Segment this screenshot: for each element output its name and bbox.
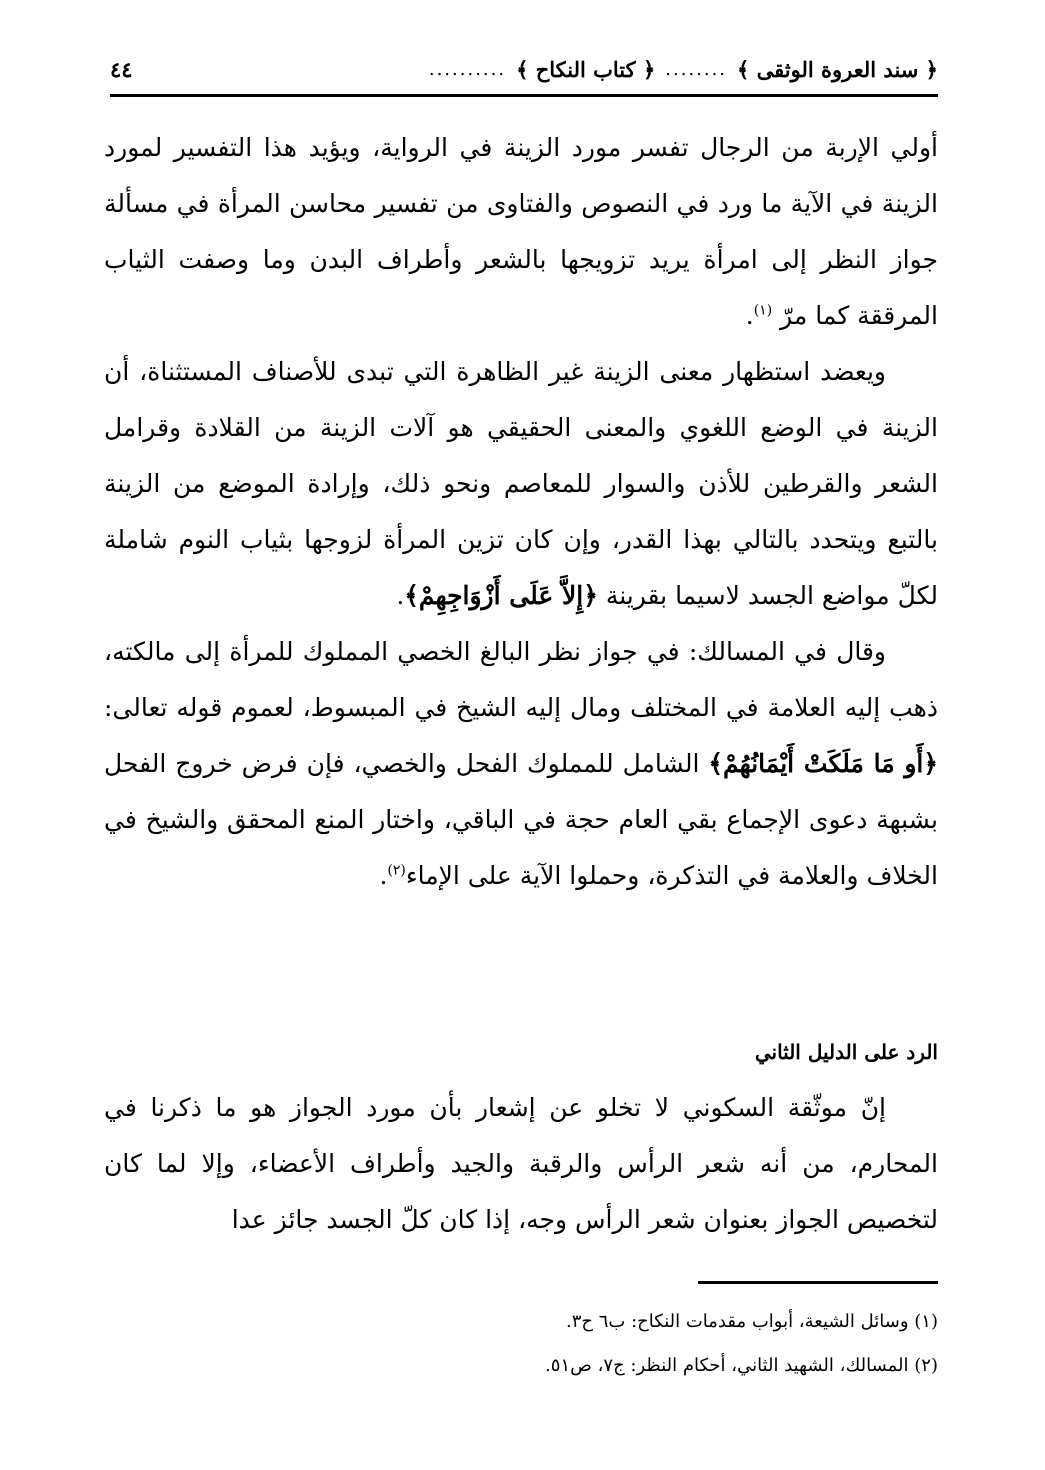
paragraph-text: أولي الإربة من الرجال تفسر مورد الزينة في الرواية، ويؤيد هذا التفسير لمورد الزينة في الآية ما ورد في النصوص والفتاوى من تفسير محاسن المرأة في مسألة جواز النظر إلى امرأة يريد تزويجها بالشعر وأطراف البدن وما وصفت الثياب المرققة كما مرّ	[104, 133, 938, 330]
paragraph: إنّ موثّقة السكوني لا تخلو عن إشعار بأن مورد الجواز هو ما ذكرنا في المحارم، من أنه شعر الرأس والرقبة والجيد وأطراف الأعضاء، وإلا لما كان لتخصيص الجواز بعنوان شعر الرأس وجه، إذا كان كلّ الجسد جائز عدا	[104, 1093, 938, 1234]
footnote: (٢) المسالك، الشهيد الثاني، أحكام النظر: ج٧، ص٥١.	[545, 1355, 938, 1376]
paragraph	[104, 120, 938, 344]
running-header	[110, 44, 938, 94]
section-text	[104, 1080, 938, 1248]
main-text	[104, 120, 938, 904]
paragraph-text: وقال في المسالك: في جواز نظر البالغ الخصي المملوك للمرأة إلى مالكته، ذهب إليه العلامة في المختلف ومال إليه الشيخ في المبسوط، لعموم قوله تعالى:	[104, 637, 938, 722]
chapter-title: ﴿ كتاب النكاح ﴾	[516, 56, 656, 82]
footnote: (١) وسائل الشيعة، أبواب مقدمات النكاح: ب٦ ح٣.	[566, 1311, 938, 1332]
paragraph	[104, 624, 938, 904]
header-rule	[110, 94, 938, 97]
header-dots: ........	[665, 58, 728, 80]
paragraph-end: .	[379, 861, 388, 890]
footnote-ref: (٢)	[387, 862, 406, 879]
footnotes	[104, 1300, 938, 1388]
page-number: ٤٤	[110, 56, 133, 82]
quran-quote: ﴿أَو مَا مَلَكَتْ أَيْمَانُهُمْ﴾	[708, 749, 938, 778]
paragraph-text: ويعضد استظهار معنى الزينة غير الظاهرة التي تبدى للأصناف المستثناة، أن الزينة في الوضع اللغوي والمعنى الحقيقي هو آلات الزينة من القلادة وقرامل الشعر والقرطين للأذن والسوار للمعاصم ونحو ذلك، وإرادة الموضع من الزينة بالتبع ويتحدد بالتالي بهذا القدر، وإن كان تزين المرأة لزوجها بثياب النوم شاملة لكلّ مواضع الجسد لاسيما بقرينة	[104, 357, 938, 610]
paragraph-end: .	[396, 581, 405, 610]
header-dots: ..........	[428, 58, 507, 80]
paragraph-end: .	[745, 301, 754, 330]
footnote-ref: (١)	[753, 302, 773, 319]
footnote-separator	[698, 1281, 938, 1284]
paragraph	[104, 344, 938, 624]
paragraph-text: الشامل للمملوك الفحل والخصي، فإن فرض خروج الفحل بشبهة دعوى الإجماع بقي العام حجة في الباقي، واختار المنع المحقق والشيخ في الخلاف والعلامة في التذكرة، وحملوا الآية على الإماء	[104, 749, 938, 890]
header-titles	[429, 57, 938, 82]
book-title: ﴿ سند العروة الوثقى ﴾	[737, 56, 938, 82]
quran-quote: ﴿إِلاَّ عَلَى أَزْوَاجِهِمْ﴾	[404, 581, 598, 610]
section-heading: الرد على الدليل الثاني	[754, 1040, 938, 1064]
